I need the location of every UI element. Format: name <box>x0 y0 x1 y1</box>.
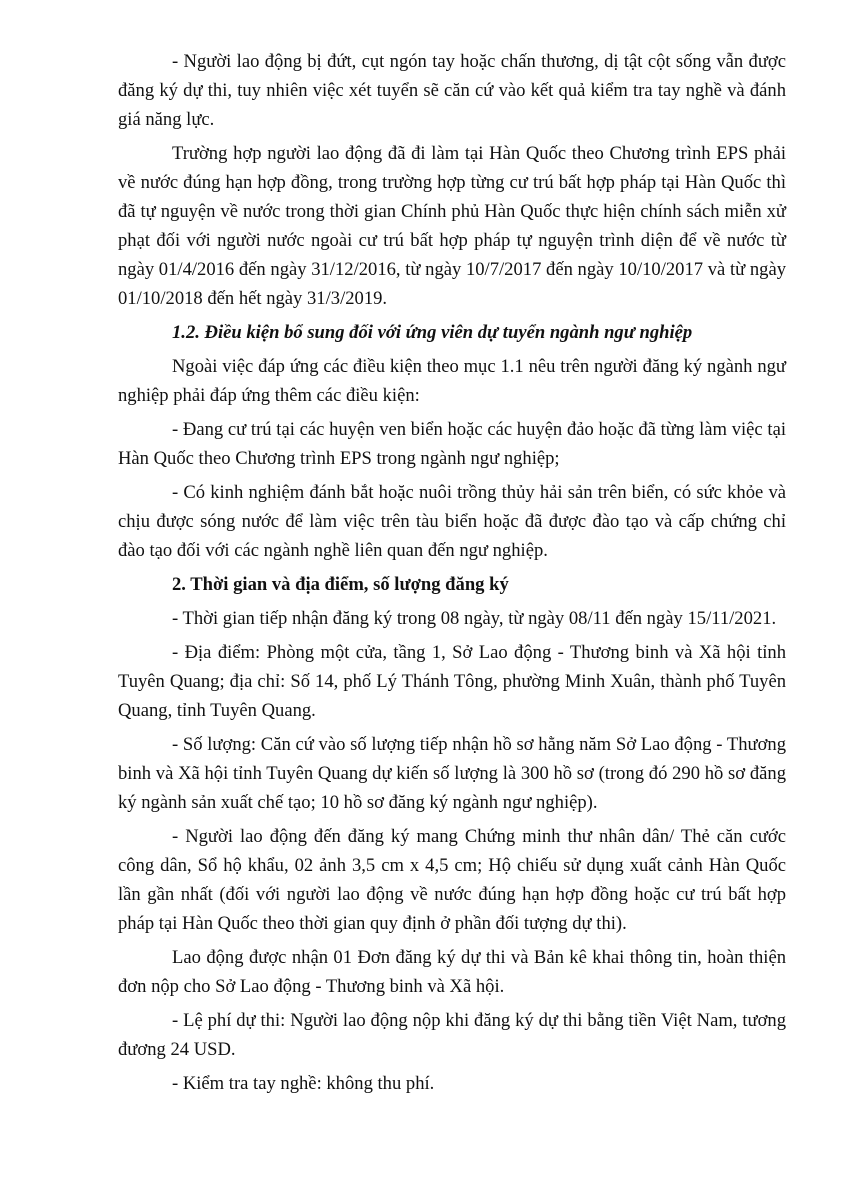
paragraph-registration-quantity: - Số lượng: Căn cứ vào số lượng tiếp nhận hồ sơ hằng năm Sở Lao động - Thương binh và Xã hội tỉnh Tuyên Quang dự kiến số lượng là 300 hồ sơ (trong đó 290 hồ sơ đăng ký ngành sản xuất chế tạo; 10 hồ sơ đăng ký ngành ngư nghiệp). <box>118 734 786 813</box>
section-heading-fishery-conditions: 1.2. Điều kiện bổ sung đối với ứng viên dự tuyển ngành ngư nghiệp <box>172 322 693 343</box>
paragraph-skill-test-fee: - Kiểm tra tay nghề: không thu phí. <box>172 1073 435 1094</box>
paragraph-fishery-residence: - Đang cư trú tại các huyện ven biển hoặc các huyện đảo hoặc đã từng làm việc tại Hàn Quốc theo Chương trình EPS trong ngành ngư nghiệp; <box>118 419 786 469</box>
paragraph-fishery-intro: Ngoài việc đáp ứng các điều kiện theo mục 1.1 nêu trên người đăng ký ngành ngư nghiệp phải đáp ứng thêm các điều kiện: <box>118 356 786 406</box>
paragraph-application-form: Lao động được nhận 01 Đơn đăng ký dự thi và Bản kê khai thông tin, hoàn thiện đơn nộp cho Sở Lao động - Thương binh và Xã hội. <box>118 947 786 997</box>
paragraph-registration-location: - Địa điểm: Phòng một cửa, tầng 1, Sở Lao động - Thương binh và Xã hội tỉnh Tuyên Quang; địa chỉ: Số 14, phố Lý Thánh Tông, phường Minh Xuân, thành phố Tuyên Quang, tỉnh Tuyên Quang. <box>118 642 786 721</box>
paragraph-disability-eligibility: - Người lao động bị đứt, cụt ngón tay hoặc chấn thương, dị tật cột sống vẫn được đăng ký dự thi, tuy nhiên việc xét tuyển sẽ căn cứ vào kết quả kiểm tra tay nghề và đánh giá năng lực. <box>118 51 786 130</box>
paragraph-eps-return: Trường hợp người lao động đã đi làm tại Hàn Quốc theo Chương trình EPS phải về nước đúng hạn hợp đồng, trong trường hợp từng cư trú bất hợp pháp tại Hàn Quốc thì đã tự nguyện về nước trong thời gian Chính phủ Hàn Quốc thực hiện chính sách miễn xử phạt đối với người nước ngoài cư trú bất hợp pháp tự nguyện trình diện để về nước từ ngày 01/4/2016 đến ngày 31/12/2016, từ ngày 10/7/2017 đến ngày 10/10/2017 và từ ngày 01/10/2018 đến hết ngày 31/3/2019. <box>118 143 786 309</box>
paragraph-registration-time: - Thời gian tiếp nhận đăng ký trong 08 ngày, từ ngày 08/11 đến ngày 15/11/2021. <box>172 608 777 629</box>
section-heading-registration: 2. Thời gian và địa điểm, số lượng đăng ký <box>172 574 509 595</box>
paragraph-fishery-experience: - Có kinh nghiệm đánh bắt hoặc nuôi trồng thủy hải sản trên biển, có sức khỏe và chịu được sóng nước để làm việc trên tàu biển hoặc đã được đào tạo và cấp chứng chỉ đào tạo đối với các ngành nghề liên quan đến ngư nghiệp. <box>118 482 786 561</box>
document-body <box>118 47 786 1103</box>
paragraph-exam-fee: - Lệ phí dự thi: Người lao động nộp khi đăng ký dự thi bằng tiền Việt Nam, tương đương 24 USD. <box>118 1010 786 1060</box>
paragraph-required-documents: - Người lao động đến đăng ký mang Chứng minh thư nhân dân/ Thẻ căn cước công dân, Sổ hộ khẩu, 02 ảnh 3,5 cm x 4,5 cm; Hộ chiếu sử dụng xuất cảnh Hàn Quốc lần gần nhất (đối với người lao động về nước đúng hạn hợp đồng hoặc cư trú bất hợp pháp tại Hàn Quốc theo thời gian quy định ở phần đối tượng dự thi). <box>118 826 786 934</box>
